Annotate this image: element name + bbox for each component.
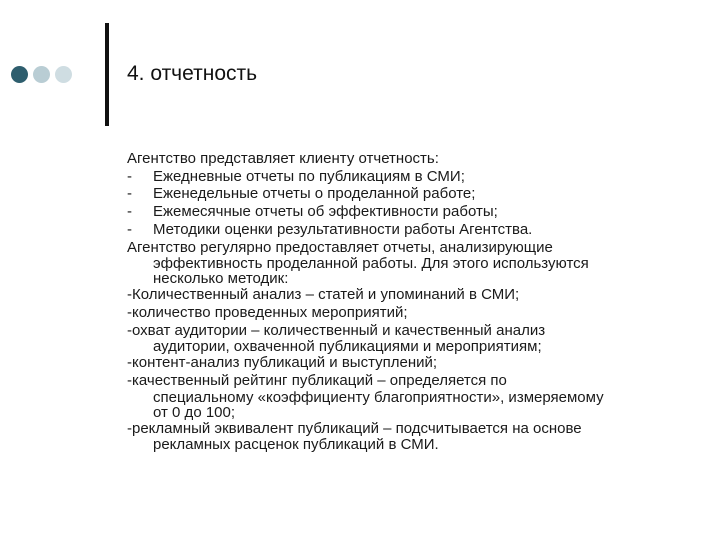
- bullet-mark: -: [127, 185, 132, 203]
- method-line: -качественный рейтинг публикаций – определяется по: [127, 372, 507, 390]
- bullet-mark: -: [127, 203, 132, 221]
- method-line: аудитории, охваченной публикациями и мероприятиям;: [153, 338, 542, 356]
- bullet-item: [127, 221, 687, 239]
- dot-icon-lighter: [55, 66, 72, 83]
- paragraph-line: Агентство регулярно предоставляет отчеты, анализирующие: [127, 238, 553, 256]
- method-item: -количество проведенных мероприятий;: [127, 303, 408, 321]
- method-item: -контент-анализ публикаций и выступлений;: [127, 354, 438, 372]
- intro-text: Агентство представляет клиенту отчетность:: [127, 150, 439, 167]
- slide-title: 4. отчетность: [127, 62, 258, 85]
- method-line: рекламных расценок публикаций в СМИ.: [153, 436, 439, 454]
- method-item: [127, 420, 687, 453]
- method-line: от 0 до 100;: [153, 403, 236, 421]
- slide-body: [127, 150, 687, 452]
- bullet-item: [127, 168, 687, 186]
- paragraph-line: несколько методик:: [153, 270, 289, 288]
- decorative-dots: [11, 66, 72, 83]
- paragraph-reporting: [127, 239, 687, 287]
- dot-icon-light: [33, 66, 50, 83]
- bullet-text: Методики оценки результативности работы Агентства.: [153, 220, 533, 238]
- method-line: специальному «коэффициенту благоприятности», измеряемому: [153, 388, 604, 406]
- bullet-text: Еженедельные отчеты о проделанной работе;: [153, 185, 476, 203]
- bullet-mark: -: [127, 220, 132, 238]
- bullet-text: Ежедневные отчеты по публикациям в СМИ;: [153, 167, 465, 185]
- method-item: [127, 372, 687, 420]
- method-line: -рекламный эквивалент публикаций – подсчитывается на основе: [127, 419, 582, 437]
- dot-icon-primary: [11, 66, 28, 83]
- bullet-mark: -: [127, 167, 132, 185]
- bullet-item: [127, 185, 687, 203]
- method-line: -охват аудитории – количественный и качественный анализ: [127, 321, 546, 339]
- bullet-text: Ежемесячные отчеты об эффективности работы;: [153, 203, 498, 221]
- method-item: [127, 322, 687, 355]
- method-item: -Количественный анализ – статей и упоминаний в СМИ;: [127, 286, 520, 304]
- paragraph-line: эффективность проделанной работы. Для этого используются: [153, 255, 589, 273]
- bullet-item: [127, 203, 687, 221]
- title-divider: [105, 23, 109, 126]
